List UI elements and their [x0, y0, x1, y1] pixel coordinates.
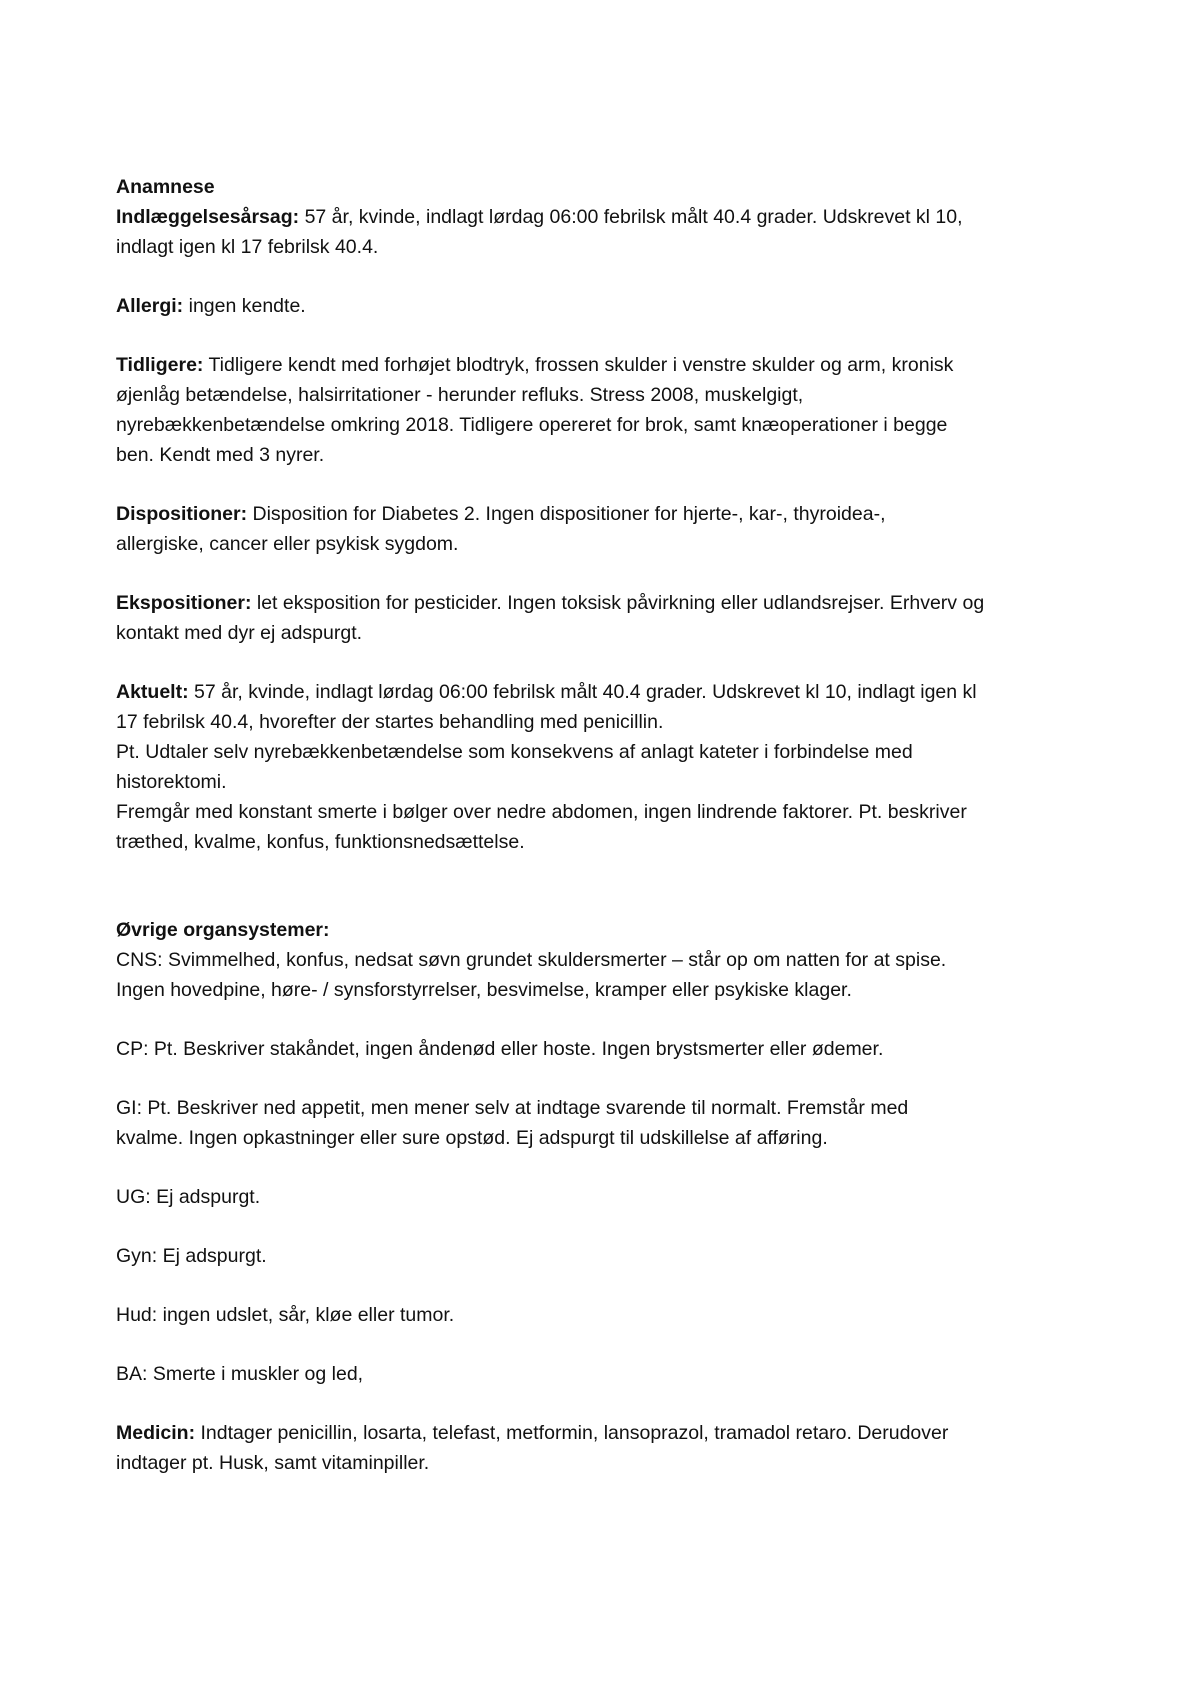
document-page: [116, 172, 1106, 1478]
dispositioner-line-1: Dispositioner: Disposition for Diabetes 2. Ingen dispositioner for hjerte-, kar-, thyroidea-,: [116, 503, 886, 525]
gi-line-2: kvalme. Ingen opkastninger eller sure opstød. Ej adspurgt til udskillelse af afføring.: [116, 1127, 828, 1149]
section-heading-anamnese: Anamnese: [116, 176, 215, 198]
cns-line-1: CNS: Svimmelhed, konfus, nedsat søvn grundet skuldersmerter – står op om natten for at spise.: [116, 949, 947, 971]
gi-line-1: GI: Pt. Beskriver ned appetit, men mener selv at indtage svarende til normalt. Fremstår med: [116, 1097, 909, 1119]
cp-line: CP: Pt. Beskriver stakåndet, ingen åndenød eller hoste. Ingen brystsmerter eller ødemer.: [116, 1038, 884, 1060]
tidligere-line-2: øjenlåg betændelse, halsirritationer - herunder refluks. Stress 2008, muskelgigt,: [116, 384, 804, 406]
ekspositioner-line-1: Ekspositioner: let eksposition for pesticider. Ingen toksisk påvirkning eller udlandsrejser. Erhverv og: [116, 592, 985, 614]
aktuelt-line-4: historektomi.: [116, 771, 227, 793]
aktuelt-line-5: Fremgår med konstant smerte i bølger over nedre abdomen, ingen lindrende faktorer. Pt. beskriver: [116, 801, 967, 823]
aktuelt-line-1: Aktuelt: 57 år, kvinde, indlagt lørdag 06:00 febrilsk målt 40.4 grader. Udskrevet kl 10, indlagt igen kl: [116, 681, 977, 703]
medicin-line-1: Medicin: Indtager penicillin, losarta, telefast, metformin, lansoprazol, tramadol retaro. Derudover: [116, 1422, 949, 1444]
tidligere-line-4: ben. Kendt med 3 nyrer.: [116, 444, 325, 466]
cns-line-2: Ingen hovedpine, høre- / synsforstyrrelser, besvimelse, kramper eller psykiske klager.: [116, 979, 852, 1001]
aktuelt-line-6: træthed, kvalme, konfus, funktionsnedsættelse.: [116, 831, 525, 853]
section-heading-oevrige: Øvrige organsystemer:: [116, 919, 330, 941]
allergi-line: Allergi: ingen kendte.: [116, 295, 306, 317]
dispositioner-label: Dispositioner:: [116, 503, 248, 525]
gyn-line: Gyn: Ej adspurgt.: [116, 1245, 267, 1267]
indlaeggelse-label: Indlæggelsesårsag:: [116, 206, 300, 228]
ekspositioner-line-2: kontakt med dyr ej adspurgt.: [116, 622, 363, 644]
aktuelt-line-2: 17 febrilsk 40.4, hvorefter der startes behandling med penicillin.: [116, 711, 664, 733]
ba-line: BA: Smerte i muskler og led,: [116, 1363, 364, 1385]
dispositioner-line-2: allergiske, cancer eller psykisk sygdom.: [116, 533, 459, 555]
tidligere-line-3: nyrebækkenbetændelse omkring 2018. Tidligere opereret for brok, samt knæoperationer i begge: [116, 414, 948, 436]
hud-line: Hud: ingen udslet, sår, kløe eller tumor.: [116, 1304, 455, 1326]
indlaeggelse-line-1: Indlæggelsesårsag: 57 år, kvinde, indlagt lørdag 06:00 febrilsk målt 40.4 grader. Udskrevet kl 10,: [116, 206, 963, 228]
ug-line: UG: Ej adspurgt.: [116, 1186, 261, 1208]
tidligere-line-1: Tidligere: Tidligere kendt med forhøjet blodtryk, frossen skulder i venstre skulder og arm, kronisk: [116, 354, 954, 376]
aktuelt-line-3: Pt. Udtaler selv nyrebækkenbetændelse som konsekvens af anlagt kateter i forbindelse med: [116, 741, 913, 763]
aktuelt-label: Aktuelt:: [116, 681, 189, 703]
allergi-label: Allergi:: [116, 295, 184, 317]
medicin-label: Medicin:: [116, 1422, 196, 1444]
indlaeggelse-line-2: indlagt igen kl 17 febrilsk 40.4.: [116, 236, 379, 258]
ekspositioner-label: Ekspositioner:: [116, 592, 252, 614]
medicin-line-2: indtager pt. Husk, samt vitaminpiller.: [116, 1452, 430, 1474]
tidligere-label: Tidligere:: [116, 354, 204, 376]
